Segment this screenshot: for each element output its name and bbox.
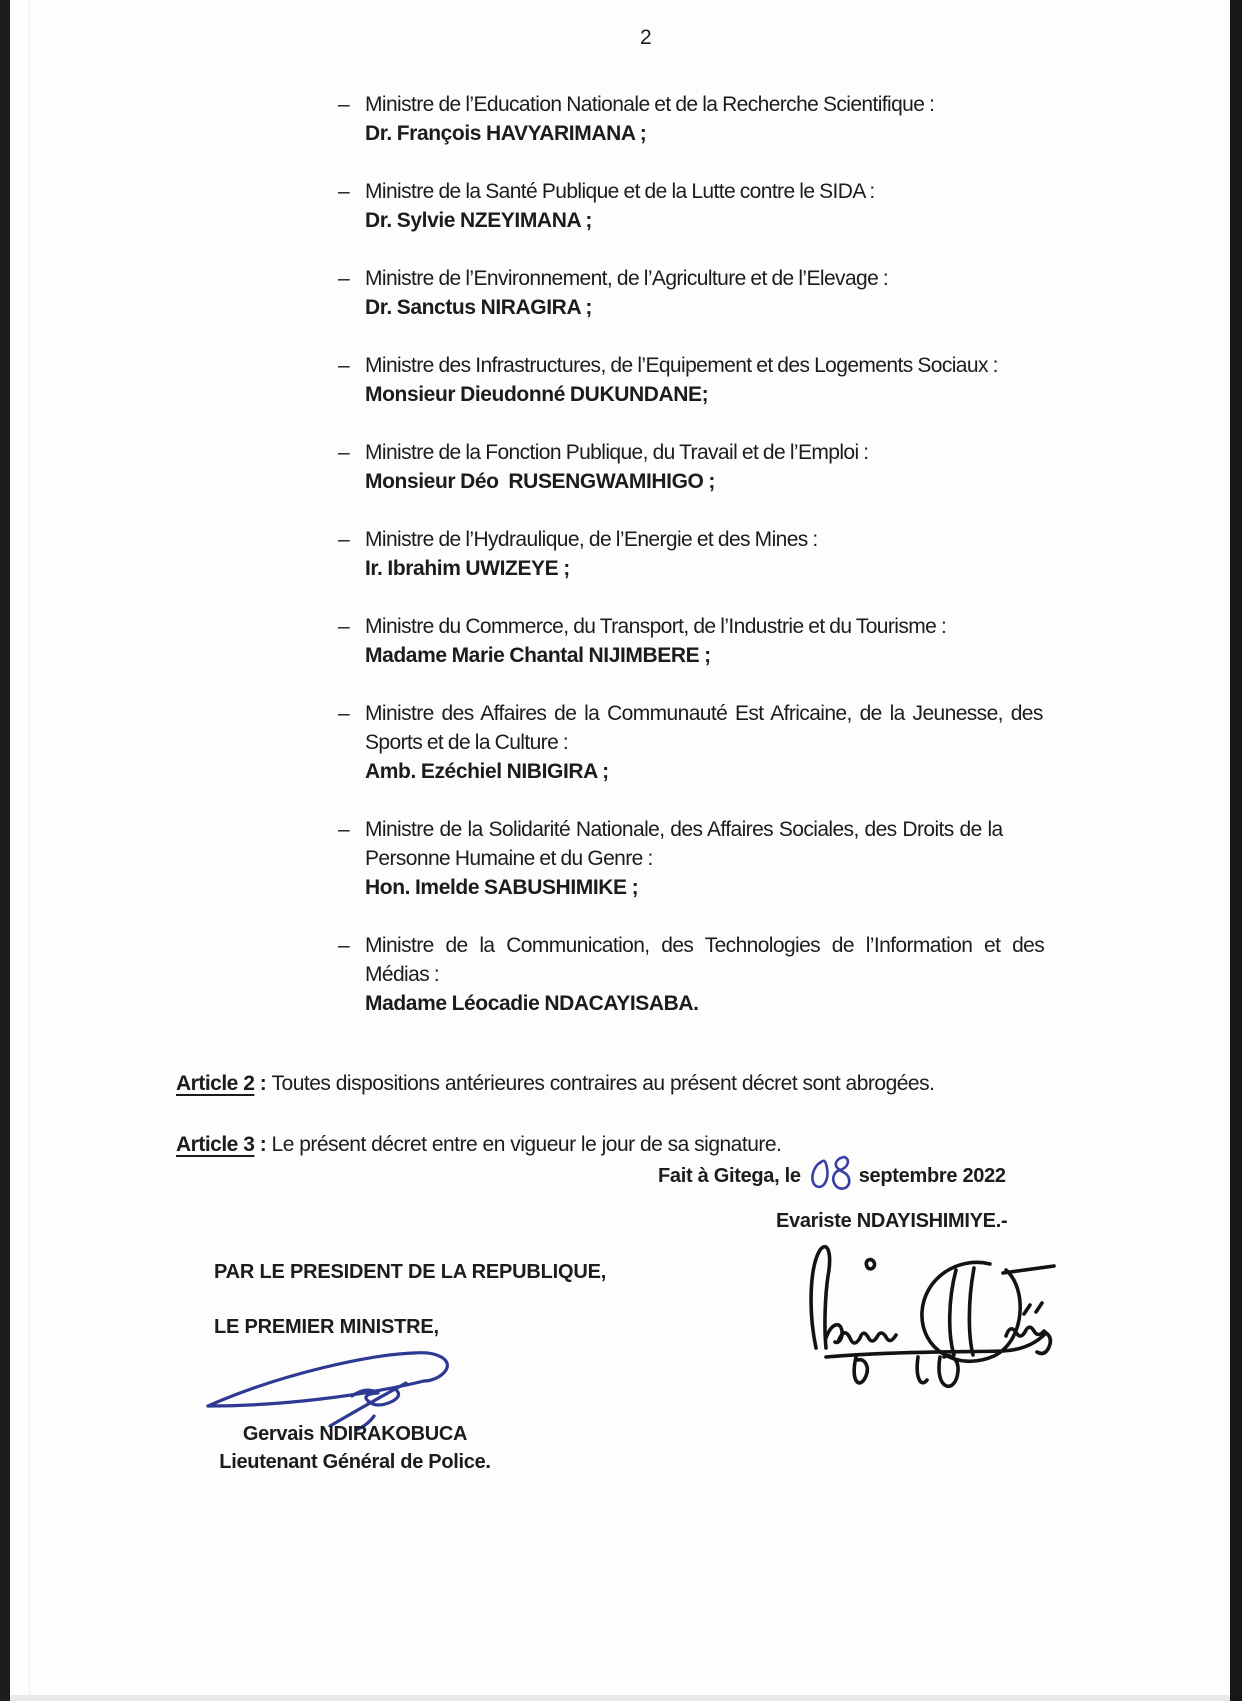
- minister-item: [365, 264, 1044, 322]
- handwritten-day-08-ink: [806, 1150, 856, 1194]
- minister-name: Amb. Ezéchiel NIBIGIRA ;: [365, 760, 609, 783]
- minister-title: – Ministre de la Santé Publique et de la Lutte contre le SIDA :: [365, 180, 875, 203]
- minister-name: Dr. François HAVYARIMANA ;: [365, 122, 647, 145]
- minister-item: [365, 612, 1044, 670]
- article-3-label: Article 3: [176, 1133, 255, 1156]
- minister-item: [365, 177, 1044, 235]
- minister-item: [365, 699, 1044, 786]
- minister-title: – Ministre du Commerce, du Transport, de l’Industrie et du Tourisme :: [365, 615, 947, 638]
- minister-item: [365, 438, 1044, 496]
- page-edge-shadow: [29, 0, 30, 1701]
- minister-item: [365, 351, 1044, 409]
- minister-item: [365, 90, 1044, 148]
- president-name: Evariste NDAYISHIMIYE.-: [776, 1210, 1008, 1232]
- pm-name: Gervais NDIRAKOBUCA: [242, 1423, 468, 1445]
- article-3-colon: :: [254, 1133, 272, 1156]
- minister-name: Dr. Sylvie NZEYIMANA ;: [365, 209, 592, 232]
- page-number: 2: [640, 26, 652, 49]
- by-president-heading: PAR LE PRESIDENT DE LA REPUBLIQUE,: [214, 1261, 607, 1283]
- minister-name: Hon. Imelde SABUSHIMIKE ;: [365, 876, 639, 899]
- minister-title: – Ministre de l’Education Nationale et de la Recherche Scientifique :: [365, 93, 935, 116]
- prime-minister-heading: LE PREMIER MINISTRE,: [214, 1316, 439, 1338]
- date-prefix: Fait à Gitega, le: [658, 1164, 801, 1187]
- minister-title: Médias :: [365, 963, 440, 986]
- pm-title: Lieutenant Général de Police.: [219, 1451, 491, 1473]
- president-signature-ink: [798, 1238, 1068, 1393]
- minister-title: – Ministre de la Communication, des Technologies de l’Information et des: [365, 934, 1045, 957]
- article-2-text: Toutes dispositions antérieures contraires au présent décret sont abrogées.: [271, 1072, 935, 1095]
- minister-title: – Ministre de la Fonction Publique, du Travail et de l’Emploi :: [365, 441, 869, 464]
- minister-item: [365, 931, 1044, 1018]
- ministers-list: [365, 90, 1044, 1047]
- minister-title: – Ministre de la Solidarité Nationale, des Affaires Sociales, des Droits de la: [365, 818, 1003, 841]
- minister-name: Madame Marie Chantal NIJIMBERE ;: [365, 644, 711, 667]
- date-line: [658, 1158, 1006, 1194]
- scan-edge-left: [0, 0, 10, 1701]
- minister-title: Sports et de la Culture :: [365, 731, 569, 754]
- article-3: [176, 1133, 781, 1157]
- date-suffix: septembre 2022: [858, 1164, 1006, 1187]
- minister-name: Monsieur Dieudonné DUKUNDANE;: [365, 383, 709, 406]
- minister-name: Dr. Sanctus NIRAGIRA ;: [365, 296, 592, 319]
- article-2-label: Article 2: [176, 1072, 255, 1095]
- minister-title: – Ministre des Infrastructures, de l’Equipement et des Logements Sociaux :: [365, 354, 998, 377]
- scan-edge-right: [1230, 0, 1242, 1701]
- minister-title: – Ministre de l’Hydraulique, de l’Energie et des Mines :: [365, 528, 818, 551]
- minister-title: – Ministre des Affaires de la Communauté Est Africaine, de la Jeunesse, des: [365, 702, 1043, 725]
- minister-name: Madame Léocadie NDACAYISABA.: [365, 992, 699, 1015]
- minister-item: [365, 815, 1044, 902]
- article-2: [176, 1072, 934, 1096]
- minister-name: Ir. Ibrahim UWIZEYE ;: [365, 557, 570, 580]
- minister-title: Personne Humaine et du Genre :: [365, 847, 653, 870]
- prime-minister-identity: [190, 1420, 520, 1476]
- minister-title: – Ministre de l’Environnement, de l’Agriculture et de l’Elevage :: [365, 267, 889, 290]
- scan-edge-bottom: [10, 1695, 1230, 1701]
- minister-item: [365, 525, 1044, 583]
- article-3-text: Le présent décret entre en vigueur le jour de sa signature.: [271, 1133, 782, 1156]
- minister-name: Monsieur Déo RUSENGWAMIHIGO ;: [365, 470, 716, 493]
- article-2-colon: :: [254, 1072, 272, 1095]
